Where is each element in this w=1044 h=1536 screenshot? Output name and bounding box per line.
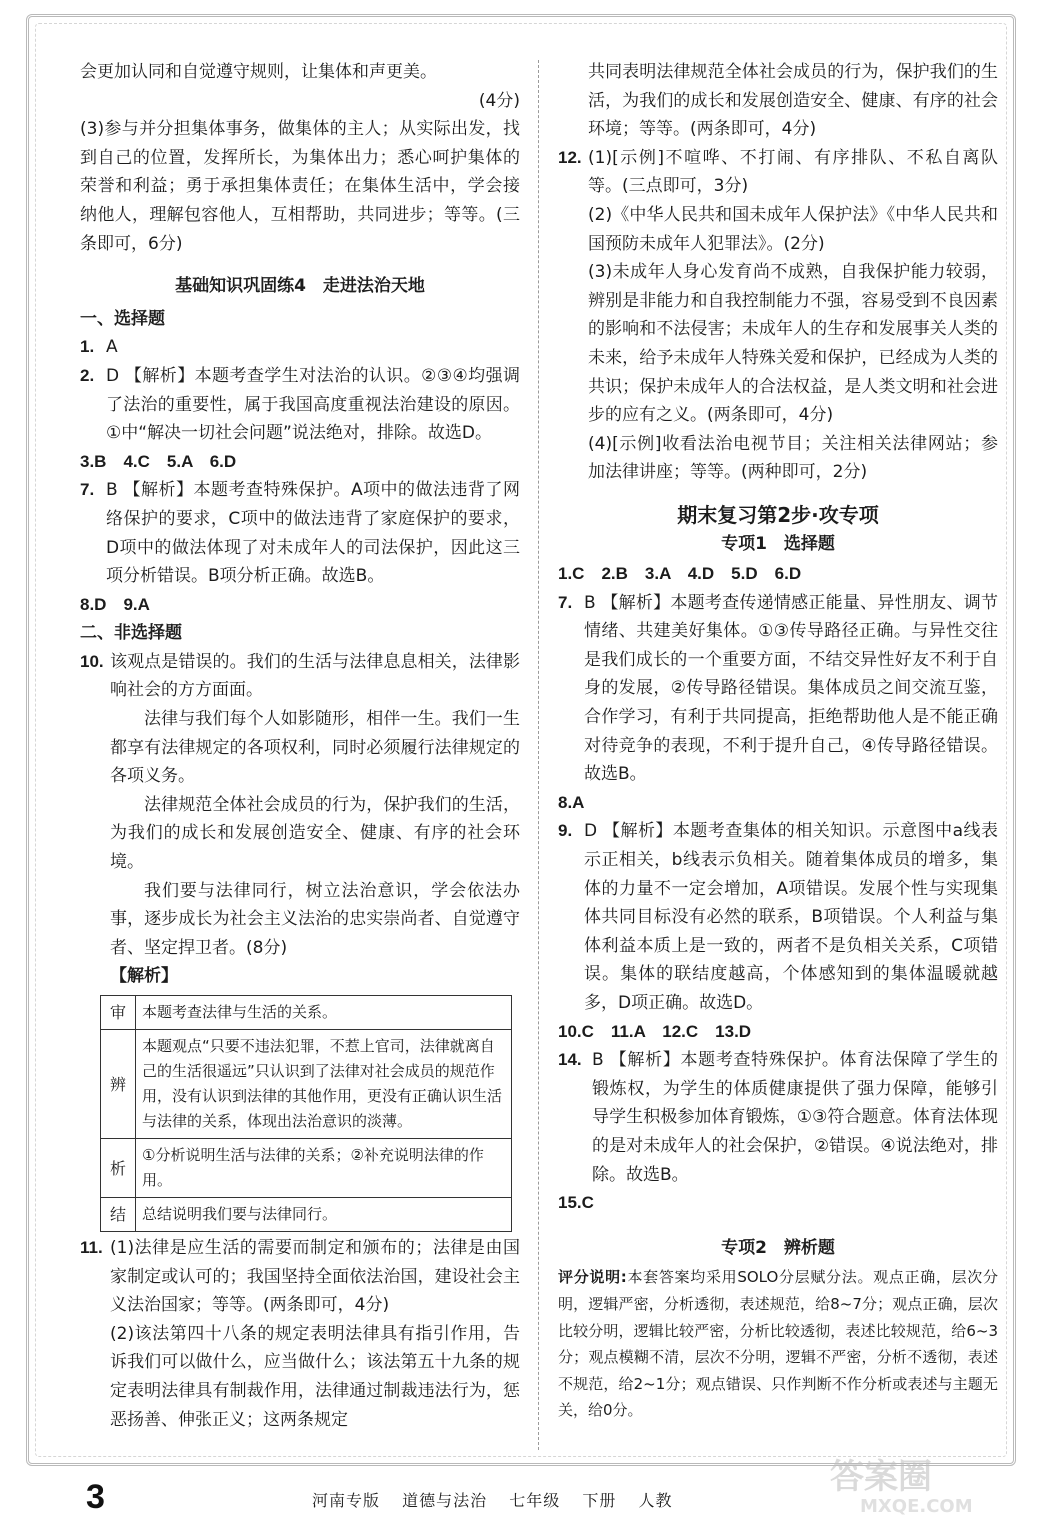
paragraph: 我们要与法律同行，树立法治意识，学会依法办事，逐步成长为社会主义法治的忠实崇尚者、自觉遵守者、坚定捍卫者。(8分)	[110, 880, 520, 958]
right-column	[558, 58, 998, 1424]
paragraph: 共同表明法律规范全体社会成员的行为，保护我们的生活，为我们的成长和发展创造安全、健康、有序的社会环境；等等。(两条即可，4分)	[588, 62, 998, 140]
answer-item: 14. B 【解析】本题考查特殊保护。体育法保障了学生的锻炼权，为学生的体质健康提供了强力保障，能够引导学生积极参加体育锻炼，①③符合题意。体育法体现的是对未成年人的社会保护，②错误。④说法绝对，排除。故选B。	[558, 1050, 998, 1185]
paragraph: 法律规范全体社会成员的行为，保护我们的生活，为我们的成长和发展创造安全、健康、有序的社会环境。	[110, 794, 520, 873]
answer-line: 8.A	[558, 792, 585, 812]
section-title: 专项2 辨析题	[721, 1237, 835, 1258]
answer-item: 7. B 【解析】本题考查传递情感正能量、异性朋友、调节情绪、共建美好集体。①③传导路径正确。与异性交往是我们成长的一个重要方面，不结交异性好友不利于自身的发展，②传导路径错误。集体成员之间交流互鉴，合作学习，有利于共同提高，拒绝帮助他人是不能正确对待竞争的表现，不利于提升自己，④传导路径错误。故选B。	[558, 592, 998, 785]
answer-line: 8.D 9.A	[80, 594, 150, 614]
grade: 七年级	[509, 1491, 561, 1510]
svg-text:答案圈: 答案圈	[830, 1457, 932, 1497]
section-title: 专项1 选择题	[721, 533, 835, 554]
column-divider	[538, 60, 539, 1450]
edition: 河南专版	[312, 1491, 381, 1510]
scoring-note: 评分说明:本套答案均采用SOLO分层赋分法。观点正确，层次分明，逻辑严密，分析透彻，表述规范，给8~7分；观点正确，层次比较分明，逻辑比较严密，分析比较透彻，表述比较规范，给6~3分；观点模糊不清，层次不分明，逻辑不严密，分析不透彻，表述不规范，给2~1分；观点错误、只作判断不作分析或表述与主题无关，给0分。	[558, 1268, 998, 1420]
section-title: 基础知识巩固练4 走进法治天地	[175, 276, 425, 297]
table-row: 辨 本题观点“只要不违法犯罪，不惹上官司，法律就离自己的生活很遥远”只认识到了法律对社会成员的规范作用，没有认识到法律的其他作用，更没有正确认识生活与法律的关系，体现出法治意识的淡薄。	[101, 1030, 512, 1139]
volume: 下册	[582, 1491, 617, 1510]
answer-item: 2. D 【解析】本题考查学生对法治的认识。②③④均强调了法治的重要性，属于我国高度重视法治建设的原因。①中“解决一切社会问题”说法绝对，排除。故选D。	[80, 365, 520, 444]
paragraph: (2)该法第四十八条的规定表明法律具有指引作用，告诉我们可以做什么，应当做什么；该法第五十九条的规定表明法律具有制裁作用，法律通过制裁违法行为，惩恶扬善、伸张正义；这两条规定	[110, 1323, 520, 1430]
chapter-title: 期末复习第2步·攻专项	[677, 502, 879, 527]
answer-line: 1.C 2.B 3.A 4.D 5.D 6.D	[558, 564, 802, 584]
answer-item: 7. B 【解析】本题考查特殊保护。A项中的做法违背了网络保护的要求，C项中的做法违背了家庭保护的要求，D项中的做法体现了对未成年人的司法保护，因此这三项分析错误。B项分析正确。故选B。	[80, 480, 520, 587]
paragraph: (3)参与并分担集体事务，做集体的主人；从实际出发，找到自己的位置，发挥所长，为集体出力；悉心呵护集体的荣誉和利益；勇于承担集体责任；在集体生活中，学会接纳他人，理解包容他人，互相帮助，共同进步；等等。(三条即可，6分)	[80, 119, 520, 254]
table-row: 审 本题考查法律与生活的关系。	[101, 996, 512, 1030]
answer-item: 9. D 【解析】本题考查集体的相关知识。示意图中a线表示正相关，b线表示负相关。随着集体成员的增多，集体的力量不一定会增加，A项错误。发展个性与实现集体共同目标没有必然的联系，B项错误。个人利益与集体利益本质上是一致的，两者不是负相关关系，C项错误。集体的联结度越高，个体感知到的集体温暖就越多，D项正确。故选D。	[558, 821, 998, 1013]
heading-choice: 一、选择题	[80, 308, 165, 329]
answer-item: 12. (1)[示例]不喧哗、不打闹、有序排队、不私自离队等。(三点即可，3分) (2)《中华人民共和国未成年人保护法》《中华人民共和国预防未成年人犯罪法》。(2分) (3)未成年人身心发育尚不成熟，自我保护能力较弱，辨别是非能力和自我控制能力不强，容易受到不良因素的影响和不法侵害；未成年人的生存和发展事关人类的未来，给予未成年人特殊关爱和保护，已经成为人类的共识；保护未成年人的合法权益，是人类文明和社会进步的应有之义。(两条即可，4分) (4)[示例]收看法治电视节目；关注相关法律网站；参加法律讲座；等等。(两种即可，2分)	[558, 144, 998, 487]
page-number: 3	[86, 1478, 105, 1516]
table-row: 结 总结说明我们要与法律同行。	[101, 1198, 512, 1232]
answer-item: 10. 该观点是错误的。我们的生活与法律息息相关，法律影响社会的方方面面。 法律与我们每个人如影随形，相伴一生。我们一生都享有法律规定的各项权利，同时必须履行法律规定的各项义务。 法律规范全体社会成员的行为，保护我们的生活，为我们的成长和发展创造安全、健康、有序的社会环境。 我们要与法律同行，树立法治意识，学会依法办事，逐步成长为社会主义法治的忠实崇尚者、自觉遵守者、坚定捍卫者。(8分)	[80, 648, 520, 963]
analysis-label: 【解析】	[110, 966, 178, 987]
paragraph: 法律与我们每个人如影随形，相伴一生。我们一生都享有法律规定的各项权利，同时必须履行法律规定的各项义务。	[110, 709, 520, 787]
svg-text:MXQE.COM: MXQE.COM	[860, 1496, 973, 1517]
heading-non-choice: 二、非选择题	[80, 623, 182, 644]
answer-line: 10.C 11.A 12.C 13.D	[558, 1021, 752, 1041]
answer-line: 3.B 4.C 5.A 6.D	[80, 451, 237, 471]
publisher: 人教	[638, 1491, 673, 1510]
paragraph: (3)未成年人身心发育尚不成熟，自我保护能力较弱，辨别是非能力和自我控制能力不强，容易受到不良因素的影响和不法侵害；未成年人的生存和发展事关人类的未来，给予未成年人特殊关爱和保护，已经成为人类的共识；保护未成年人的合法权益，是人类文明和社会进步的应有之义。(两条即可，4分)	[588, 262, 998, 426]
analysis-table	[100, 995, 512, 1232]
watermark-logo	[820, 1448, 1010, 1518]
answer-item: 11. (1)法律是应生活的需要而制定和颁布的；法律是由国家制定或认可的；我国坚持全面依法治国，建设社会主义法治国家；等等。(两条即可，4分) (2)该法第四十八条的规定表明法律具有指引作用，告诉我们可以做什么，应当做什么；该法第五十九条的规定表明法律具有制裁作用，法律通过制裁违法行为，惩恶扬善、伸张正义；这两条规定	[80, 1234, 520, 1434]
paragraph: 会更加认同和自觉遵守规则，让集体和声更美。	[80, 62, 437, 82]
subject: 道德与法治	[402, 1491, 488, 1510]
watermark-icon	[820, 1448, 1010, 1518]
answer-item: 1. A	[80, 337, 118, 358]
score: (4分)	[478, 90, 520, 111]
paragraph: (2)《中华人民共和国未成年人保护法》《中华人民共和国预防未成年人犯罪法》。(2分)	[588, 204, 998, 254]
paragraph: (4)[示例]收看法治电视节目；关注相关法律网站；参加法律讲座；等等。(两种即可，2分)	[588, 433, 998, 483]
answer-line: 15.C	[558, 1193, 594, 1213]
table-row: 析 ①分析说明生活与法律的关系；②补充说明法律的作用。	[101, 1139, 512, 1198]
book-info	[312, 1488, 688, 1511]
left-column	[80, 58, 520, 1434]
